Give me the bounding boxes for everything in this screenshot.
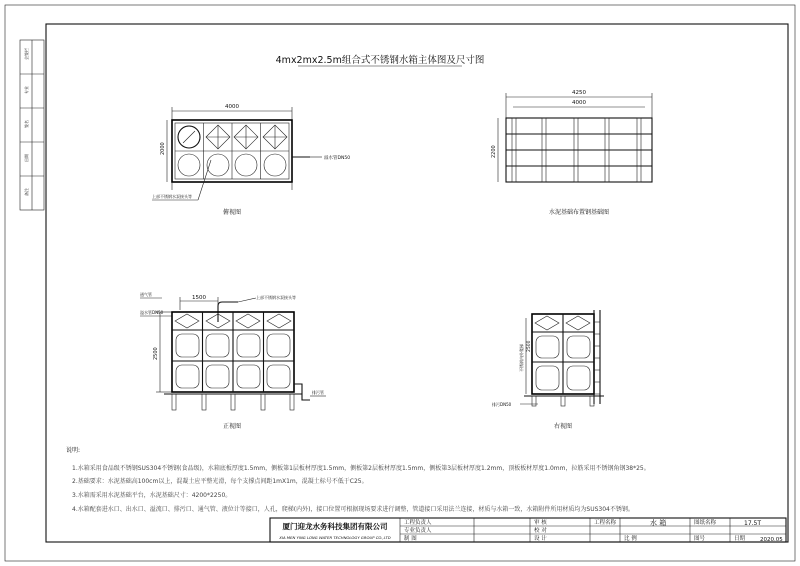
- side-label-ladder: 不锈钢内外爬梯: [519, 344, 524, 372]
- note-item: 4.水箱配套进水口、出水口、溢流口、排污口、通气管、液位计等接口，人孔，爬梯(内外)，接口位置可根据现场要求进行调整，管道接口采用法兰连接，材质与水箱一致，水箱附件所用材质均为SUS304不锈钢。: [72, 506, 634, 513]
- tb-r1-c2: 工程名称: [594, 520, 617, 526]
- tb-r3-left: 制 图: [404, 536, 417, 542]
- side-dim-height: 2500: [527, 340, 532, 352]
- front-label-inlet: 上部不锈钢水泵接头等: [256, 295, 296, 300]
- drawing-title: 4mx2mx2.5m组合式不锈钢水箱主体图及尺寸图: [275, 55, 485, 66]
- side-view: [492, 310, 604, 430]
- side-strip: [20, 40, 44, 210]
- tb-r3-mid: 设 计: [534, 536, 547, 542]
- top-dim-length: 4000: [225, 104, 239, 110]
- side-view-caption: 右视图: [553, 423, 573, 430]
- side-strip-cell-1: 专业: [24, 86, 29, 94]
- tb-r2-c0: 专业负责人: [404, 528, 432, 534]
- side-strip-cell-3: 日期: [24, 154, 29, 162]
- top-label-overflow: 溢水管DN50: [324, 156, 351, 161]
- top-dim-width: 2000: [160, 142, 166, 155]
- tb-r1-c1: 审 核: [534, 520, 547, 526]
- tb-r1-c3: 水 箱: [650, 519, 667, 527]
- base-dim-total: 4250: [572, 90, 586, 96]
- tb-r1-c0: 工程负责人: [404, 520, 432, 526]
- tb-r1-c5: 17.5T: [744, 520, 762, 527]
- notes-heading: 说明:: [66, 447, 81, 454]
- tb-r2-c4: 日期: [734, 536, 746, 542]
- notes: [66, 446, 650, 513]
- base-dim-inner: 4000: [572, 100, 586, 106]
- note-item: 2.基础要求：水泥基础高100cm以上，混凝土应平整光滑，每个支撑点间距1mX1m，混凝土标号不低于C25。: [72, 478, 368, 485]
- note-item: 1.水箱采用食品级不锈钢SUS304不锈钢(食品级)，水箱底板厚度1.5mm，侧板第1层板材厚度1.5mm，侧板第2层板材厚度1.5mm，侧板第3层板材厚度1.2mm，顶板板材厚度1.0mm，拉筋采用不锈钢角钢38*25。: [72, 465, 650, 472]
- front-view: [140, 291, 326, 430]
- top-view-caption: 俯视图: [222, 209, 242, 216]
- base-view-caption: 水泥基础布置钢基础图: [548, 209, 610, 216]
- tb-r2-c2: 比 例: [624, 536, 637, 542]
- side-strip-cell-4: 备注: [24, 188, 29, 196]
- side-strip-cell-0: 会签栏: [24, 48, 29, 60]
- note-item: 3.水箱需采用水泥基础平台，水泥基础尺寸：4200*2250。: [72, 492, 232, 499]
- front-label-overflow: 溢水管DN50: [140, 310, 164, 315]
- tb-r2-c1: 校 对: [534, 528, 547, 534]
- company-name-en: XIA MEN YING LONG WATER TECHNOLOGY GROUP CO.,LTD: [279, 535, 391, 540]
- front-label-vent: 通气管: [140, 292, 152, 297]
- title-block: [270, 518, 786, 543]
- tb-r1-c4: 图纸名称: [694, 520, 717, 526]
- tb-r2-c3: 图号: [694, 536, 706, 542]
- top-view: [152, 104, 350, 216]
- front-dim-height: 2500: [153, 347, 159, 360]
- front-label-drain: 排污管: [312, 390, 324, 395]
- side-label-drain: 排污DN50: [492, 402, 512, 407]
- base-view: [491, 90, 652, 216]
- side-strip-cell-2: 签名: [24, 120, 29, 128]
- top-label-inlet: 上部不锈钢水泵接头等: [152, 194, 192, 199]
- company-name-cn: 厦门迎龙水务科技集团有限公司: [282, 522, 388, 531]
- base-dim-width: 2200: [491, 145, 497, 158]
- front-dim-1500: 1500: [192, 295, 206, 301]
- tb-r2-c5: 2020.05: [760, 537, 783, 543]
- front-view-caption: 正视图: [222, 423, 242, 430]
